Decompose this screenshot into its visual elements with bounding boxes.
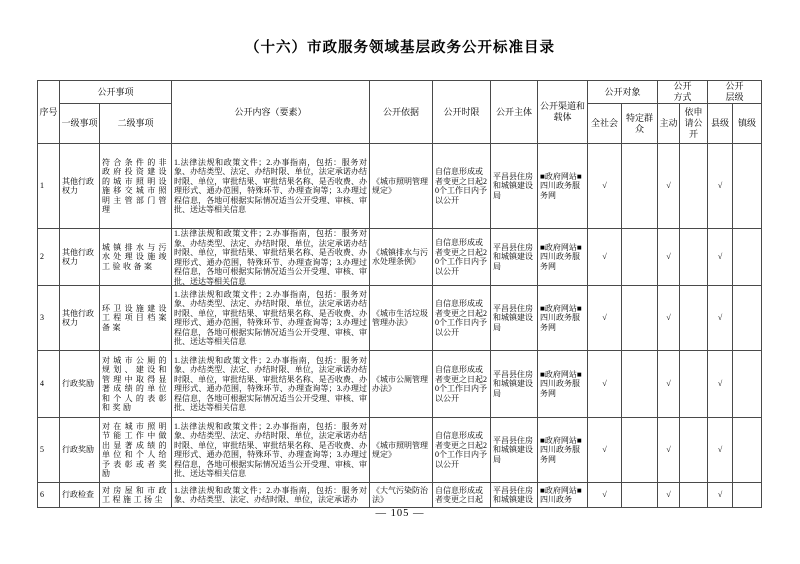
- cell-subject: 平昌县住房和城镇建设: [491, 483, 538, 508]
- cell-check-town: [733, 144, 762, 229]
- cell-serial: 1: [38, 144, 60, 229]
- cell-channels: ■政府网站■四川政务服务网: [538, 418, 588, 483]
- cell-check-county: √: [708, 351, 733, 418]
- cell-check-county: √: [708, 418, 733, 483]
- table-header: [38, 81, 762, 144]
- col-header-proactive: 主动: [658, 104, 680, 144]
- cell-check-on-request: [680, 229, 708, 286]
- cell-check-on-request: [680, 351, 708, 418]
- cell-check-proactive: √: [658, 229, 680, 286]
- cell-level1: 行政奖励: [60, 351, 100, 418]
- cell-channels: ■政府网站■四川政务服务网: [538, 144, 588, 229]
- col-header-time-limit: 公开时限: [433, 81, 491, 144]
- cell-time-limit: 自信息形成或者变更之日起20个工作日内予以公开: [433, 144, 491, 229]
- cell-check-whole-society: √: [588, 286, 622, 351]
- cell-check-specific-group: [622, 483, 658, 508]
- cell-check-whole-society: √: [588, 483, 622, 508]
- col-header-county: 县级: [708, 104, 733, 144]
- cell-subject: 平昌县住房和城镇建设局: [491, 229, 538, 286]
- cell-basis: 《大气污染防治法》: [370, 483, 433, 508]
- cell-subject: 平昌县住房和城镇建设局: [491, 286, 538, 351]
- cell-time-limit: 自信息形成或者变更之日起: [433, 483, 491, 508]
- cell-basis: 《城市生活垃圾管理办法》: [370, 286, 433, 351]
- cell-check-whole-society: √: [588, 144, 622, 229]
- cell-basis: 《城市公厕管理办法》: [370, 351, 433, 418]
- cell-check-county: √: [708, 144, 733, 229]
- cell-serial: 6: [38, 483, 60, 508]
- cell-check-specific-group: [622, 351, 658, 418]
- col-header-method-label: 公开方式: [673, 81, 692, 102]
- col-header-whole-society: 全社会: [588, 104, 622, 144]
- col-header-audience: 公开对象: [588, 81, 658, 104]
- cell-check-town: [733, 483, 762, 508]
- col-header-subject: 公开主体: [491, 81, 538, 144]
- cell-check-specific-group: [622, 229, 658, 286]
- page-number: — 105 —: [375, 508, 425, 519]
- cell-serial: 3: [38, 286, 60, 351]
- table-row: [38, 351, 762, 418]
- cell-channels: ■政府网站■四川政务服务网: [538, 229, 588, 286]
- page-title: （十六）市政服务领域基层政务公开标准目录: [245, 40, 555, 56]
- cell-basis: 《城市照明管理规定》: [370, 418, 433, 483]
- cell-check-whole-society: √: [588, 351, 622, 418]
- cell-subject: 平昌县住房和城镇建设局: [491, 351, 538, 418]
- col-header-serial: 序号: [38, 81, 60, 144]
- cell-content: 1.法律法规和政策文件；2.办事指南，包括：服务对象、办结类型、法定、办结时限、单位，法定承诺办结时限、单位，审批结果、审批结果名称、是否收费、办理形式、通办范围，特殊环节、办理查询等；3.办理过程信息，各地可根据实际情况适当公开受理、审核、审批、送达等相关信息: [172, 418, 370, 483]
- cell-time-limit: 自信息形成或者变更之日起20个工作日内予以公开: [433, 351, 491, 418]
- cell-check-town: [733, 418, 762, 483]
- col-header-method: [658, 81, 708, 104]
- cell-level1: 行政检查: [60, 483, 100, 508]
- cell-level1: 行政奖励: [60, 418, 100, 483]
- cell-content: 1.法律法规和政策文件；2.办事指南，包括：服务对象、办结类型、法定、办结时限、单位，法定承诺办结时限、单位，审批结果、审批结果名称、是否收费、办理形式、通办范围，特殊环节、办理查询等；3.办理过程信息，各地可根据实际情况适当公开受理、审核、审批、送达等相关信息: [172, 286, 370, 351]
- cell-check-whole-society: √: [588, 418, 622, 483]
- col-header-content: 公开内容（要素）: [172, 81, 370, 144]
- table-row: [38, 286, 762, 351]
- cell-check-town: [733, 351, 762, 418]
- table-row: [38, 144, 762, 229]
- cell-level1: 其他行政权力: [60, 144, 100, 229]
- cell-check-on-request: [680, 483, 708, 508]
- table-row: [38, 483, 762, 508]
- col-header-town: 镇级: [733, 104, 762, 144]
- table-row: [38, 229, 762, 286]
- cell-level2: 符合条件的非政府投资建设的城市照明设施移交城市照明主管部门管理: [100, 144, 172, 229]
- cell-check-whole-society: √: [588, 229, 622, 286]
- cell-serial: 4: [38, 351, 60, 418]
- col-header-channels: 公开渠道和载体: [538, 81, 588, 144]
- cell-check-town: [733, 286, 762, 351]
- cell-basis: 《城镇排水与污水处理条例》: [370, 229, 433, 286]
- cell-channels: ■政府网站■四川政务: [538, 483, 588, 508]
- cell-check-county: √: [708, 483, 733, 508]
- cell-check-on-request: [680, 286, 708, 351]
- cell-time-limit: 自信息形成或者变更之日起20个工作日内予以公开: [433, 229, 491, 286]
- cell-channels: ■政府网站■四川政务服务网: [538, 351, 588, 418]
- cell-serial: 2: [38, 229, 60, 286]
- standards-table: [37, 80, 762, 508]
- table-row: [38, 418, 762, 483]
- col-header-on-request: 依申请公开: [680, 104, 708, 144]
- cell-basis: 《城市照明管理规定》: [370, 144, 433, 229]
- cell-check-on-request: [680, 144, 708, 229]
- cell-content: 1.法律法规和政策文件；2.办事指南，包括：服务对象、办结类型、法定、办结时限、单位，法定承诺办: [172, 483, 370, 508]
- cell-level1: 其他行政权力: [60, 229, 100, 286]
- cell-level2: 对城市公厕的规划、建设和管理中取得显著成绩的单位和个人的表彰和奖励: [100, 351, 172, 418]
- cell-level2: 城镇排水与污水处理设施竣工验收备案: [100, 229, 172, 286]
- col-header-level1: 一级事项: [60, 104, 100, 144]
- cell-level2: 对房屋和市政工程施工扬尘: [100, 483, 172, 508]
- cell-content: 1.法律法规和政策文件；2.办事指南，包括：服务对象、办结类型、法定、办结时限、单位，法定承诺办结时限、单位，审批结果、审批结果名称、是否收费、办理形式、通办范围，特殊环节、办理查询等；3.办理过程信息，各地可根据实际情况适当公开受理、审核、审批、送达等相关信息: [172, 229, 370, 286]
- cell-check-specific-group: [622, 418, 658, 483]
- cell-serial: 5: [38, 418, 60, 483]
- col-header-level-label: 公开层级: [725, 81, 744, 102]
- cell-channels: ■政府网站■四川政务服务网: [538, 286, 588, 351]
- cell-check-proactive: √: [658, 418, 680, 483]
- cell-level2: 对在城市照明节能工作中做出显著成绩的单位和个人给予表彰或者奖励: [100, 418, 172, 483]
- col-header-level: [708, 81, 762, 104]
- cell-check-county: √: [708, 286, 733, 351]
- col-header-level2: 二级事项: [100, 104, 172, 144]
- cell-check-proactive: √: [658, 144, 680, 229]
- cell-check-town: [733, 229, 762, 286]
- cell-content: 1.法律法规和政策文件；2.办事指南，包括：服务对象、办结类型、法定、办结时限、单位，法定承诺办结时限、单位，审批结果、审批结果名称、是否收费、办理形式、通办范围，特殊环节、办理查询等；3.办理过程信息，各地可根据实际情况适当公开受理、审核、审批、送达等相关信息: [172, 144, 370, 229]
- cell-time-limit: 自信息形成或者变更之日起20个工作日内予以公开: [433, 418, 491, 483]
- cell-check-county: √: [708, 229, 733, 286]
- cell-content: 1.法律法规和政策文件；2.办事指南，包括：服务对象、办结类型、法定、办结时限、单位，法定承诺办结时限、单位，审批结果、审批结果名称、是否收费、办理形式、通办范围，特殊环节、办理查询等；3.办理过程信息，各地可根据实际情况适当公开受理、审核、审批、送达等相关信息: [172, 351, 370, 418]
- cell-check-proactive: √: [658, 483, 680, 508]
- col-header-public-matters: 公开事项: [60, 81, 172, 104]
- cell-level1: 其他行政权力: [60, 286, 100, 351]
- cell-check-specific-group: [622, 286, 658, 351]
- col-header-basis: 公开依据: [370, 81, 433, 144]
- cell-subject: 平昌县住房和城镇建设局: [491, 144, 538, 229]
- cell-check-proactive: √: [658, 351, 680, 418]
- cell-level2: 环卫设施建设工程项目档案备案: [100, 286, 172, 351]
- table-body: [38, 144, 762, 508]
- cell-time-limit: 自信息形成或者变更之日起20个工作日内予以公开: [433, 286, 491, 351]
- col-header-specific-group: 特定群众: [622, 104, 658, 144]
- cell-check-proactive: √: [658, 286, 680, 351]
- cell-check-specific-group: [622, 144, 658, 229]
- cell-subject: 平昌县住房和城镇建设局: [491, 418, 538, 483]
- cell-check-on-request: [680, 418, 708, 483]
